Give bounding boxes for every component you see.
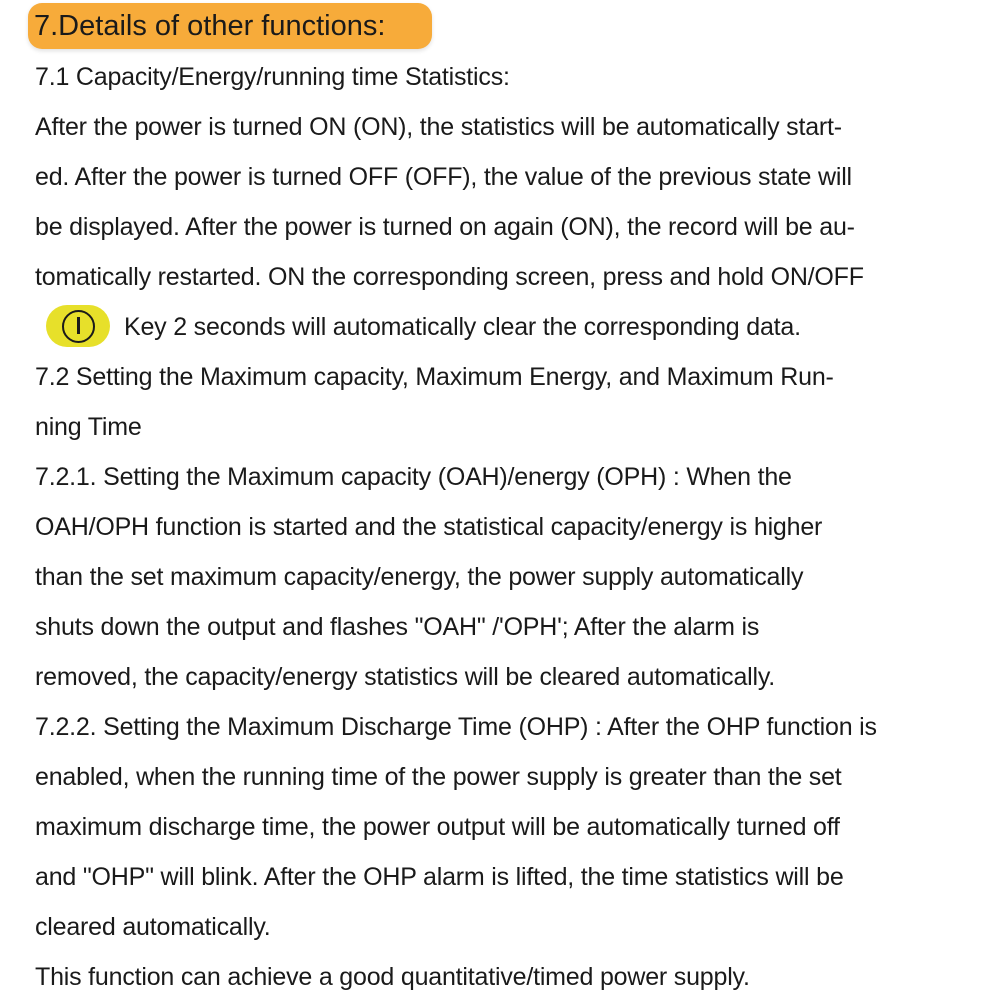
paragraph-line: and "OHP" will blink. After the OHP alarm is lifted, the time statistics will be bbox=[35, 863, 844, 891]
subsection-title-7-2-1: 7.2.1. Setting the Maximum capacity (OAH)/energy (OPH) : When the bbox=[35, 463, 792, 491]
paragraph-line: removed, the capacity/energy statistics will be cleared automatically. bbox=[35, 663, 776, 691]
paragraph-line: than the set maximum capacity/energy, the power supply automatically bbox=[35, 563, 804, 591]
paragraph-line: tomatically restarted. ON the corresponding screen, press and hold ON/OFF bbox=[35, 263, 864, 291]
subsection-title-7-2-2: 7.2.2. Setting the Maximum Discharge Time (OHP) : After the OHP function is bbox=[35, 713, 877, 741]
paragraph-line: cleared automatically. bbox=[35, 913, 271, 941]
paragraph-line: This function can achieve a good quantitative/timed power supply. bbox=[35, 963, 750, 991]
subsection-title-7-2: 7.2 Setting the Maximum capacity, Maximum Energy, and Maximum Run- bbox=[35, 363, 834, 391]
paragraph-line: ed. After the power is turned OFF (OFF), the value of the previous state will bbox=[35, 163, 852, 191]
paragraph-line: shuts down the output and flashes "OAH" /'OPH'; After the alarm is bbox=[35, 613, 760, 641]
paragraph-line: OAH/OPH function is started and the statistical capacity/energy is higher bbox=[35, 513, 823, 541]
power-button-icon bbox=[46, 305, 110, 347]
section-heading: 7.Details of other functions: bbox=[34, 10, 386, 42]
paragraph-line: After the power is turned ON (ON), the statistics will be automatically start- bbox=[35, 113, 842, 141]
paragraph-line: maximum discharge time, the power output will be automatically turned off bbox=[35, 813, 840, 841]
subsection-title-7-2-cont: ning Time bbox=[35, 413, 142, 441]
subsection-title-7-1: 7.1 Capacity/Energy/running time Statistics: bbox=[35, 63, 510, 91]
paragraph-line: enabled, when the running time of the power supply is greater than the set bbox=[35, 763, 842, 791]
paragraph-line: Key 2 seconds will automatically clear the corresponding data. bbox=[124, 313, 801, 341]
paragraph-line: be displayed. After the power is turned on again (ON), the record will be au- bbox=[35, 213, 855, 241]
